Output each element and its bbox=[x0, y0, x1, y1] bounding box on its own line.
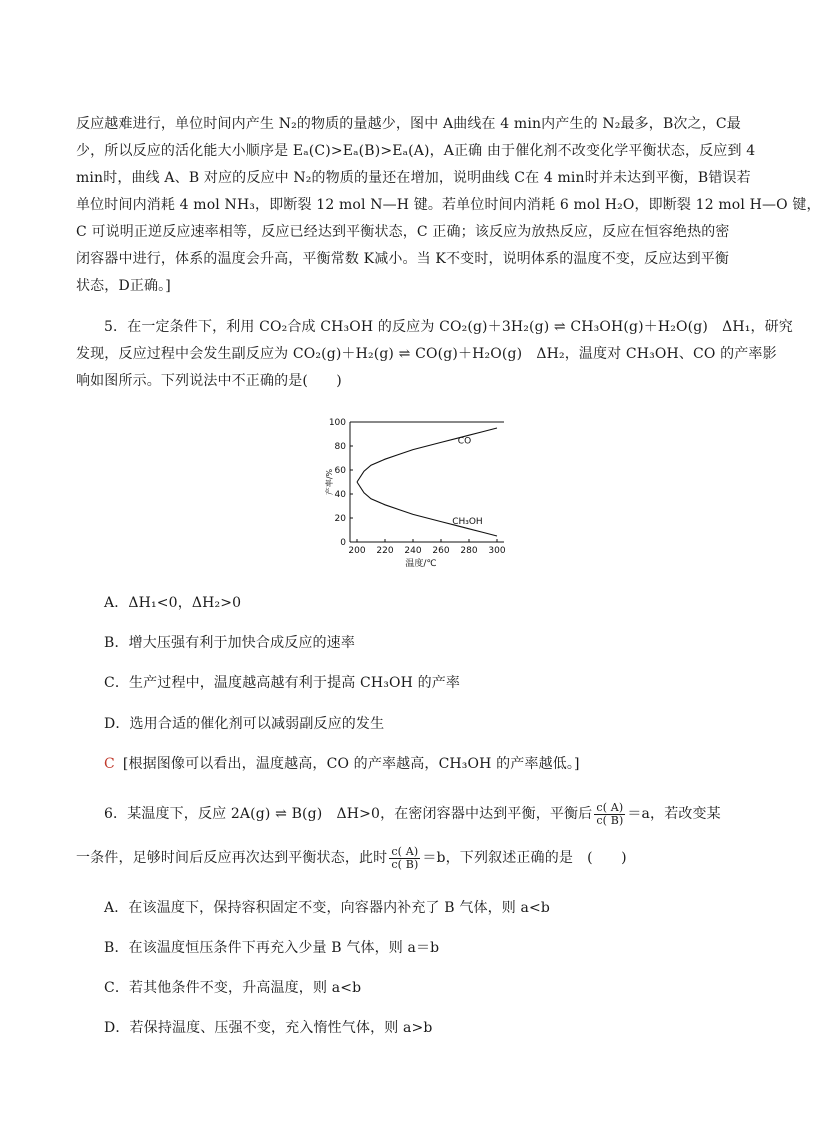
y-tick-label: 20 bbox=[334, 514, 346, 524]
explanation-line: 反应越难进行，单位时间内产生 N₂的物质的量越少，图中 A曲线在 4 min内产生的 N₂最多，B次之，C最 bbox=[76, 116, 741, 132]
q5-option-a: A．ΔH₁<0，ΔH₂>0 bbox=[104, 595, 242, 611]
explanation-line: 单位时间内消耗 4 mol NH₃，即断裂 12 mol N—H 键。若单位时间内消耗 6 mol H₂O，即断裂 12 mol H—O 键， bbox=[76, 197, 821, 213]
fraction-numerator: c( A) bbox=[594, 802, 625, 815]
x-tick-label: 200 bbox=[348, 546, 366, 556]
series-label-co: CO bbox=[457, 436, 472, 447]
q6-stem-line-2 bbox=[76, 844, 724, 872]
q5-stem-line: 响如图所示。下列说法中不正确的是( ) bbox=[76, 373, 342, 389]
fraction-denominator: c( B) bbox=[596, 813, 624, 827]
ratio-fraction bbox=[594, 802, 625, 827]
q6-stem-text: 6．某温度下，反应 2A(g) ⇌ B(g) ΔH>0，在密闭容器中达到平衡，平衡后 bbox=[104, 806, 593, 822]
q6-stem-line-1 bbox=[104, 800, 724, 828]
yield-chart bbox=[322, 412, 512, 572]
q5-option-b: B．增大压强有利于加快合成反应的速率 bbox=[104, 635, 355, 651]
q6-stem-text: ＝b，下列叙述正确的是 ( ) bbox=[422, 850, 627, 866]
q6-stem-text: 一条件，足够时间后反应再次达到平衡状态，此时 bbox=[76, 850, 388, 866]
x-tick-label: 220 bbox=[376, 546, 394, 556]
q5-option-d: D．选用合适的催化剂可以减弱副反应的发生 bbox=[104, 716, 385, 732]
fraction-denominator: c( B) bbox=[391, 857, 419, 871]
explanation-line: 状态，D正确。] bbox=[76, 278, 171, 294]
q5-stem-line: 5．在一定条件下，利用 CO₂合成 CH₃OH 的反应为 CO₂(g)＋3H₂(g) ⇌ CH₃OH(g)＋H₂O(g) ΔH₁，研究 bbox=[104, 319, 793, 335]
q5-answer bbox=[104, 753, 724, 775]
fraction-numerator: c( A) bbox=[389, 846, 420, 859]
q6-option-b: B．在该温度恒压条件下再充入少量 B 气体，则 a＝b bbox=[104, 940, 440, 956]
series-line-ch3oh bbox=[357, 482, 497, 536]
q6-option-d: D．若保持温度、压强不变，充入惰性气体，则 a>b bbox=[104, 1020, 433, 1036]
explanation-line: C 可说明正逆反应速率相等，反应已经达到平衡状态，C 正确；该反应为放热反应，反应在恒容绝热的密 bbox=[76, 224, 730, 240]
y-tick-label: 0 bbox=[340, 538, 346, 548]
q6-stem-text: ＝a，若改变某 bbox=[627, 806, 721, 822]
x-tick-label: 300 bbox=[488, 546, 506, 556]
y-tick-label: 80 bbox=[334, 442, 346, 452]
answer-explanation: [根据图像可以看出，温度越高，CO 的产率越高，CH₃OH 的产率越低。] bbox=[122, 756, 580, 772]
x-tick-label: 260 bbox=[432, 546, 450, 556]
explanation-line: 少，所以反应的活化能大小顺序是 Eₐ(C)>Eₐ(B)>Eₐ(A)，A正确 由于催化剂不改变化学平衡状态，反应到 4 bbox=[76, 143, 756, 159]
x-tick-label: 280 bbox=[460, 546, 478, 556]
y-tick-label: 40 bbox=[334, 490, 346, 500]
y-tick-label: 60 bbox=[334, 466, 346, 476]
q6-option-a: A．在该温度下，保持容积固定不变，向容器内补充了 B 气体，则 a<b bbox=[104, 900, 551, 916]
y-tick-label: 100 bbox=[328, 418, 346, 428]
q5-stem-line: 发现，反应过程中会发生副反应为 CO₂(g)＋H₂(g) ⇌ CO(g)＋H₂O(g) ΔH₂，温度对 CH₃OH、CO 的产率影 bbox=[76, 346, 777, 362]
explanation-line: min时，曲线 A、B 对应的反应中 N₂的物质的量还在增加，说明曲线 C在 4 min时并未达到平衡，B错误若 bbox=[76, 170, 751, 186]
q6-option-c: C．若其他条件不变，升高温度，则 a<b bbox=[104, 980, 362, 996]
answer-letter: C bbox=[104, 756, 115, 772]
explanation-line: 闭容器中进行，体系的温度会升高，平衡常数 K减小。当 K不变时，说明体系的温度不变，反应达到平衡 bbox=[76, 251, 730, 267]
ratio-fraction bbox=[389, 846, 420, 871]
series-label-ch3oh: CH₃OH bbox=[452, 517, 483, 527]
q5-option-c: C．生产过程中，温度越高越有利于提高 CH₃OH 的产率 bbox=[104, 675, 461, 691]
y-axis-label: 产率/% bbox=[325, 468, 334, 496]
series-line-co bbox=[357, 428, 497, 482]
x-axis-label: 温度/℃ bbox=[405, 559, 437, 569]
x-tick-label: 240 bbox=[404, 546, 422, 556]
